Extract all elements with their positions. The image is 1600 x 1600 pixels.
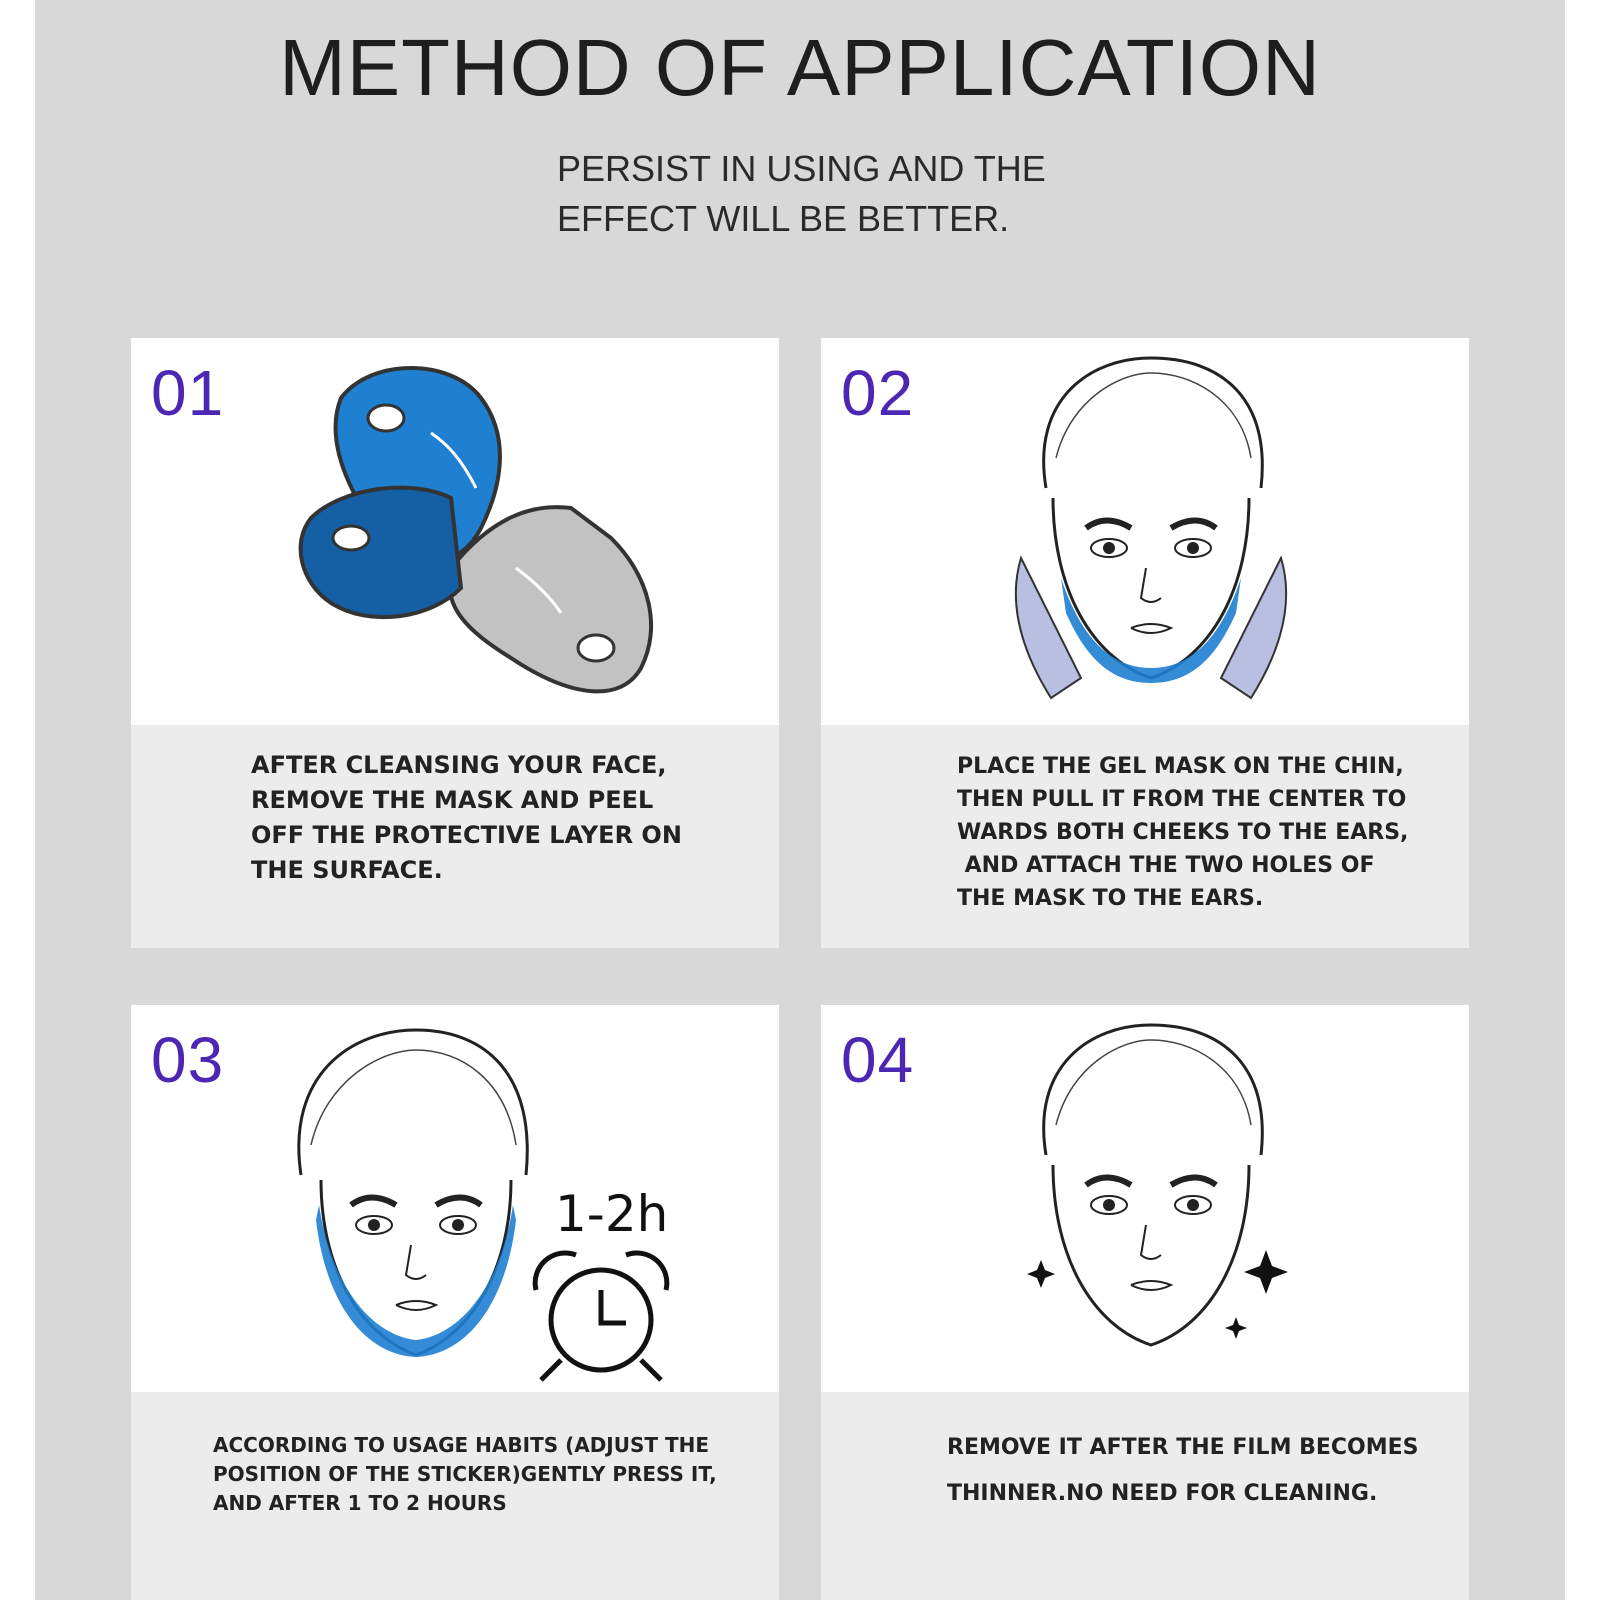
mask-peel-icon: [131, 338, 779, 725]
step-illustration-area: [821, 338, 1469, 725]
duration-label: 1-2h: [555, 1185, 669, 1243]
step-card-02: [821, 338, 1469, 948]
subtitle-line: PERSIST IN USING AND THE: [557, 148, 1046, 189]
step-illustration-area: [821, 1005, 1469, 1392]
subtitle: [557, 144, 1117, 244]
step-card-03: [131, 1005, 779, 1600]
face-sparkle-icon: [821, 1005, 1469, 1392]
step-description: PLACE THE GEL MASK ON THE CHIN, THEN PULL IT FROM THE CENTER TO WARDS BOTH CHEEKS TO THE EARS, AND ATTACH THE TWO HOLES OF THE MASK TO THE EARS.: [957, 754, 1409, 911]
step-description: REMOVE IT AFTER THE FILM BECOMES THINNER.NO NEED FOR CLEANING.: [947, 1435, 1419, 1506]
step-illustration-area: [131, 1005, 779, 1392]
step-illustration-area: [131, 338, 779, 725]
step-number: 03: [151, 1024, 225, 1096]
step-card-01: [131, 338, 779, 948]
step-number: 02: [841, 357, 915, 429]
face-hands-mask-icon: [821, 338, 1469, 725]
step-description: AFTER CLEANSING YOUR FACE, REMOVE THE MASK AND PEEL OFF THE PROTECTIVE LAYER ON THE SURFACE.: [251, 751, 682, 884]
step-card-04: [821, 1005, 1469, 1600]
step-number: 01: [151, 357, 225, 429]
step-number: 04: [841, 1024, 915, 1096]
step-description: ACCORDING TO USAGE HABITS (ADJUST THE POSITION OF THE STICKER)GENTLY PRESS IT, AND AFTER 1 TO 2 HOURS: [213, 1433, 717, 1515]
page-title: METHOD OF APPLICATION: [279, 23, 1321, 112]
alarm-clock-icon: [131, 1005, 779, 1392]
subtitle-line: EFFECT WILL BE BETTER.: [557, 198, 1010, 239]
